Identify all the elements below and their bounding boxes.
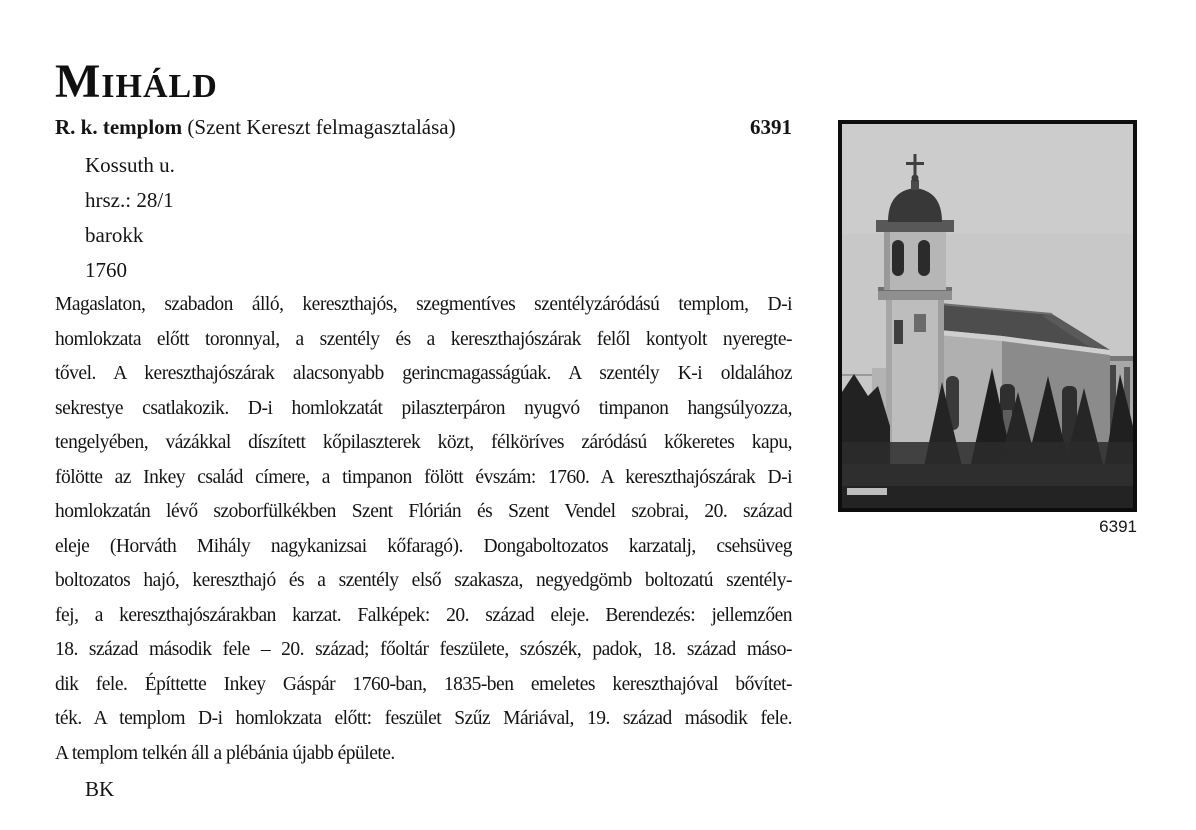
entry-header xyxy=(55,112,792,142)
description-line: homlokzata előtt toronnyal, a szentély és a kereszthajószárak felől kontyolt nyeregte- xyxy=(55,328,792,350)
description-line: 18. század második fele – 20. század; főoltár feszülete, szószék, padok, 18. század máso- xyxy=(55,639,792,660)
page-title: Miháld xyxy=(55,55,218,109)
description-line: fölötte az Inkey család címere, a timpanon fölött évszám: 1760. A kereszthajószárak D-i xyxy=(55,466,792,488)
entry-title xyxy=(55,112,456,142)
description-line: A templom telkén áll a plébánia újabb épülete. xyxy=(55,742,395,764)
entry-details xyxy=(85,148,175,288)
description-line: eleje (Horváth Mihály nagykanizsai kőfaragó). Dongaboltozatos karzatalj, csehsüveg xyxy=(55,535,792,557)
photo-caption: 6391 xyxy=(1099,517,1137,536)
description-line: dik fele. Építtette Inkey Gáspár 1760-ban, 1835-ben emeletes kereszthajóval bővítet- xyxy=(55,673,792,695)
entry-dedication: (Szent Kereszt felmagasztalása) xyxy=(187,115,456,139)
description-line: fej, a kereszthajószárakban karzat. Falképek: 20. század eleje. Berendezés: jellemzően xyxy=(55,604,792,626)
entry-description xyxy=(55,288,792,771)
church-illustration xyxy=(842,124,1133,508)
detail-line: Kossuth u. xyxy=(85,153,175,177)
description-line: Magaslaton, szabadon álló, kereszthajós, szegmentíves szentélyzáródású templom, D-i xyxy=(55,294,792,315)
entry-registry-number: 6391 xyxy=(750,115,792,139)
description-line: boltozatos hajó, kereszthajó és a szentély első szakasza, negyedgömb boltozatú szentély- xyxy=(55,570,792,591)
church-photo xyxy=(838,120,1137,512)
description-line: tengelyében, vázákkal díszített kőpilaszterek közt, félköríves záródású kőkeretes kapu, xyxy=(55,432,792,453)
detail-line: hrsz.: 28/1 xyxy=(85,188,174,212)
description-line: ték. A templom D-i homlokzata előtt: feszület Szűz Máriával, 19. század második fele. xyxy=(55,708,792,729)
description-line: sekrestye csatlakozik. D-i homlokzatát pilaszterpáron nyugvó timpanon hangsúlyozza, xyxy=(55,397,792,419)
detail-line: 1760 xyxy=(85,258,127,282)
description-line: homlokzatán lévő szoborfülkékben Szent Flórián és Szent Vendel szobrai, 20. század xyxy=(55,501,792,522)
description-line: tővel. A kereszthajószárak alacsonyabb gerincmagasságúak. A szentély K-i oldalához xyxy=(55,363,792,384)
entry-author-initials: BK xyxy=(85,777,115,801)
entry-name: R. k. templom xyxy=(55,115,183,139)
detail-line: barokk xyxy=(85,223,144,247)
